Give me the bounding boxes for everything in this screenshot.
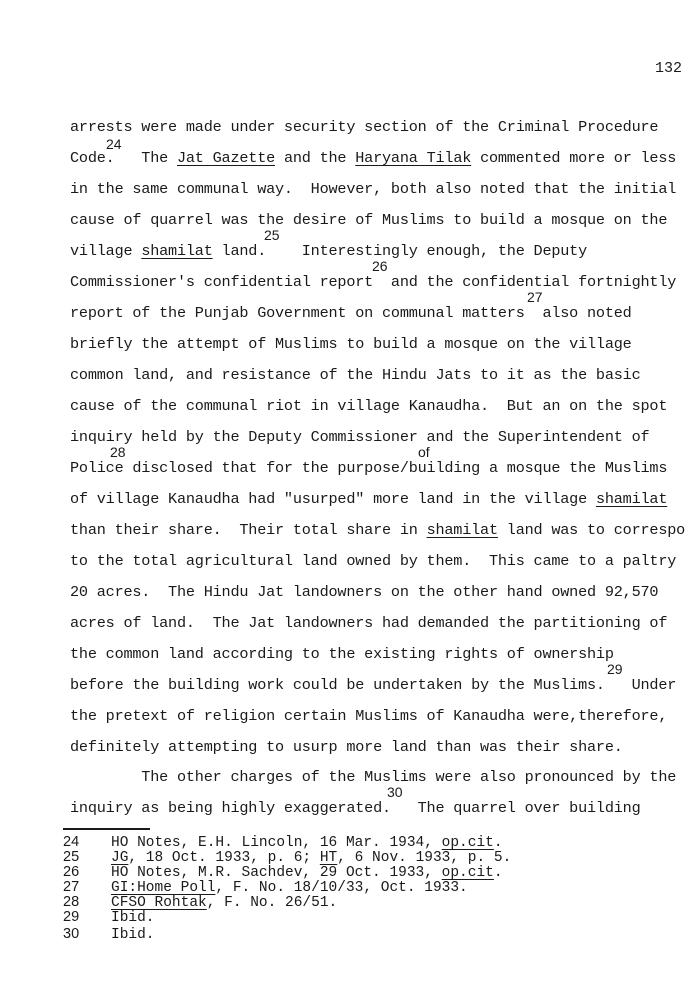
term-shamilat: shamilat [141, 242, 213, 260]
citation-abbrev: HT [319, 850, 338, 866]
footnote-ref-25: 25 [264, 227, 280, 243]
footnote-number: 25 [63, 849, 80, 865]
body-line: inquiry as being highly exaggerated. The quarrel over building [70, 799, 641, 817]
text: land was to correspo [497, 521, 686, 539]
inserted-word-of: of [418, 444, 430, 460]
body-line: before the building work could be undertaken by the Muslims. Under [70, 676, 677, 694]
text: of village Kanaudha had "usurped" more land in the village [70, 490, 596, 508]
text: HO Notes, E.H. Lincoln, 16 Mar. 1934, [111, 835, 442, 851]
text: commented more or less [471, 149, 677, 167]
text: village [70, 242, 142, 260]
text: than their share. Their total share in [70, 521, 427, 539]
text: , F. No. 26/51. [206, 895, 338, 911]
body-line: Commissioner's confidential report and the confidential fortnightly [70, 273, 677, 291]
citation-abbrev: op.cit [441, 835, 494, 851]
footnote-25 [63, 850, 511, 865]
body-line: acres of land. The Jat landowners had demanded the partitioning of [70, 614, 668, 632]
citation-abbrev: op.cit [441, 865, 494, 881]
text: . [493, 835, 503, 851]
body-line: 20 acres. The Hindu Jat landowners on the other hand owned 92,570 [70, 583, 659, 601]
text: , F. No. 18/10/33, Oct. 1933. [215, 880, 468, 896]
body-line: The other charges of the Muslims were also pronounced by the [70, 768, 677, 786]
title-jat-gazette: Jat Gazette [176, 149, 276, 167]
body-line: the pretext of religion certain Muslims of Kanaudha were,therefore, [70, 707, 668, 725]
body-line: to the total agricultural land owned by them. This came to a paltry [70, 552, 677, 570]
body-line: cause of the communal riot in village Kanaudha. But an on the spot [70, 397, 668, 415]
footnote-number: 27 [63, 879, 80, 895]
title-haryana-tilak: Haryana Tilak [355, 149, 472, 167]
body-line: Police disclosed that for the purpose/building a mosque the Muslims [70, 459, 668, 477]
footnote-29 [63, 910, 155, 925]
footnote-ref-26: 26 [372, 258, 388, 274]
body-line [70, 490, 667, 508]
footnote-ref-30: 30 [387, 784, 403, 800]
footnote-30 [63, 927, 155, 942]
body-line: common land, and resistance of the Hindu Jats to it as the basic [70, 366, 641, 384]
text: Ibid. [111, 910, 155, 926]
citation-abbrev: CFSO Rohtak [111, 895, 207, 911]
text: , 18 Oct. 1933, p. 6; [128, 850, 320, 866]
footnote-number: 26 [63, 864, 80, 880]
text: . [493, 865, 503, 881]
body-line: briefly the attempt of Muslims to build a mosque on the village [70, 335, 632, 353]
body-line: cause of quarrel was the desire of Muslims to build a mosque on the [70, 211, 668, 229]
body-line [70, 242, 587, 260]
footnote-number: 24 [63, 834, 80, 850]
body-line [70, 149, 676, 167]
text: Code. The [70, 149, 177, 167]
body-line: report of the Punjab Government on communal matters also noted [70, 304, 632, 322]
text: land. Interestingly enough, the Deputy [212, 242, 588, 260]
footnote-ref-28: 28 [110, 444, 126, 460]
footnote-ref-29: 29 [607, 661, 623, 677]
text: , 6 Nov. 1933, p. 5. [337, 850, 512, 866]
footnote-divider [63, 828, 150, 830]
text: and the [275, 149, 356, 167]
page-number: 132 [655, 60, 683, 77]
footnote-28 [63, 895, 337, 910]
body-line: the common land according to the existing rights of ownership [70, 645, 614, 663]
footnote-number: 28 [63, 894, 80, 910]
body-line: arrests were made under security section of the Criminal Procedure [70, 118, 659, 136]
footnote-number: 30 [63, 926, 80, 942]
text: Ibid. [111, 927, 155, 943]
body-line: definitely attempting to usurp more land than was their share. [70, 738, 623, 756]
footnote-26 [63, 865, 503, 880]
text: HO Notes, M.R. Sachdev, 29 Oct. 1933, [111, 865, 442, 881]
citation-abbrev: JG [111, 850, 129, 866]
footnote-27 [63, 880, 468, 895]
footnote-number: 29 [63, 909, 80, 925]
term-shamilat: shamilat [595, 490, 668, 508]
citation-abbrev: GI:Home Poll [111, 880, 216, 896]
term-shamilat: shamilat [426, 521, 498, 539]
body-line [70, 521, 685, 539]
body-line: inquiry held by the Deputy Commissioner and the Superintendent of [70, 428, 650, 446]
footnote-ref-27: 27 [527, 289, 543, 305]
footnote-24 [63, 835, 503, 850]
body-line: in the same communal way. However, both also noted that the initial [70, 180, 677, 198]
footnote-ref-24: 24 [106, 136, 122, 152]
